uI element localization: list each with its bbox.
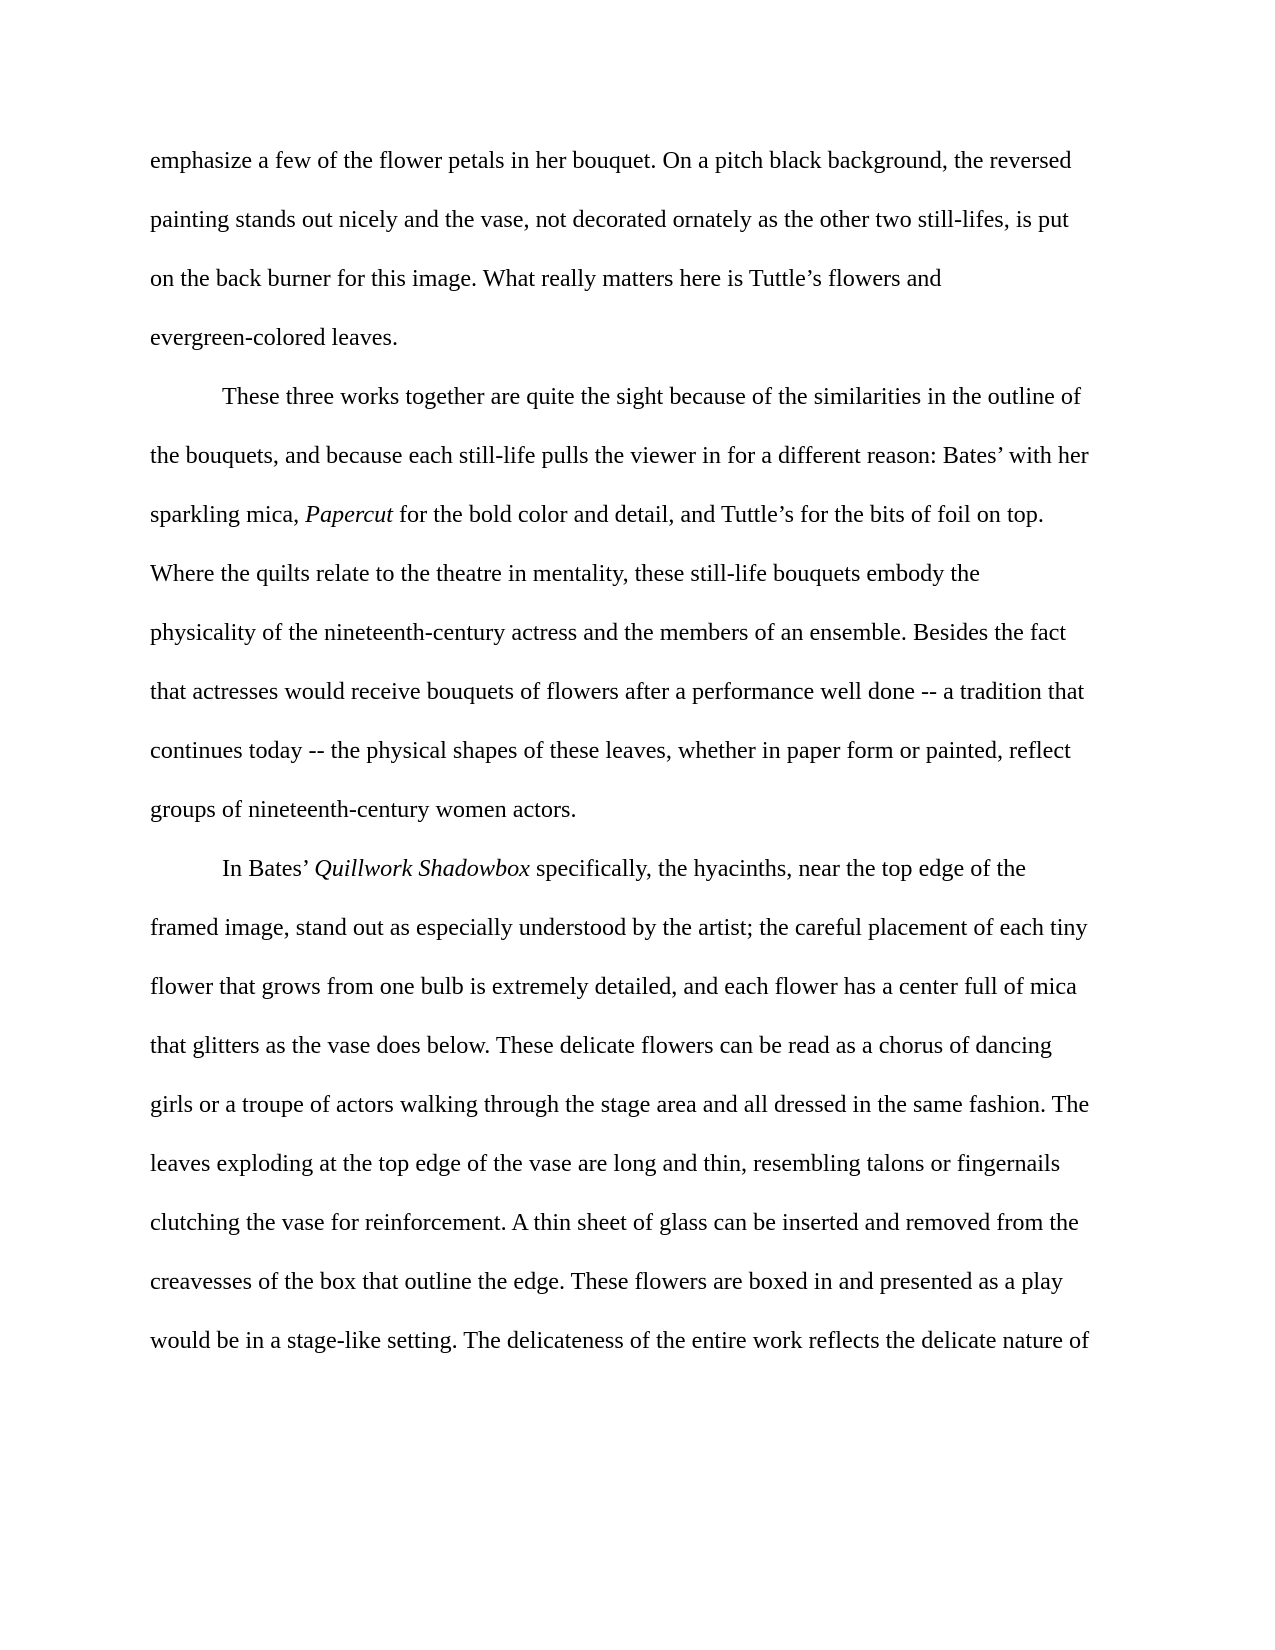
- text-line: [150, 793, 1130, 852]
- text-segment: leaves exploding at the top edge of the vase are long and thin, resembling talons or fingernails: [150, 1150, 1061, 1177]
- text-line: [150, 911, 1130, 970]
- text-segment: would be in a stage-like setting. The delicateness of the entire work reflects the delicate nature of: [150, 1327, 1090, 1354]
- text-line: [150, 144, 1130, 203]
- text-line: [150, 1147, 1130, 1206]
- text-line: [150, 1324, 1130, 1383]
- text-segment: flower that grows from one bulb is extremely detailed, and each flower has a center full of mica: [150, 973, 1077, 1000]
- text-segment: that glitters as the vase does below. These delicate flowers can be read as a chorus of dancing: [150, 1032, 1052, 1059]
- text-segment: for the bold color and detail, and Tuttle’s for the bits of foil on top.: [392, 501, 1044, 528]
- text-segment: Where the quilts relate to the theatre in mentality, these still-life bouquets embody the: [150, 560, 980, 587]
- text-segment: physicality of the nineteenth-century actress and the members of an ensemble. Besides the fact: [150, 619, 1067, 646]
- body-text: [150, 144, 1130, 1383]
- text-segment: clutching the vase for reinforcement. A thin sheet of glass can be inserted and removed from the: [150, 1209, 1079, 1236]
- text-segment: girls or a troupe of actors walking through the stage area and all dressed in the same fashion. The: [150, 1091, 1090, 1118]
- text-line: [150, 1029, 1130, 1088]
- text-segment: These three works together are quite the sight because of the similarities in the outline of: [222, 383, 1082, 410]
- text-segment: specifically, the hyacinths, near the top edge of the: [529, 855, 1027, 882]
- text-segment: continues today -- the physical shapes of these leaves, whether in paper form or painted, reflect: [150, 737, 1071, 764]
- text-line: [150, 203, 1130, 262]
- paragraph-first-line: [150, 380, 1130, 439]
- text-segment: that actresses would receive bouquets of flowers after a performance well done -- a tradition that: [150, 678, 1085, 705]
- text-segment: In Bates’: [222, 855, 315, 882]
- text-line: [150, 557, 1130, 616]
- text-line: [150, 262, 1130, 321]
- text-line: [150, 1265, 1130, 1324]
- text-segment: painting stands out nicely and the vase, not decorated ornately as the other two still-lifes, is put: [150, 206, 1069, 233]
- text-segment: groups of nineteenth-century women actors.: [150, 796, 577, 823]
- text-line: [150, 321, 1130, 380]
- text-segment: on the back burner for this image. What really matters here is Tuttle’s flowers and: [150, 265, 942, 292]
- text-line: [150, 734, 1130, 793]
- text-line: [150, 675, 1130, 734]
- paragraph-first-line: [150, 852, 1130, 911]
- text-segment: emphasize a few of the flower petals in her bouquet. On a pitch black background, the reversed: [150, 147, 1072, 174]
- italic-title: Quillwork Shadowbox: [314, 855, 530, 882]
- text-line: [150, 616, 1130, 675]
- text-line: [150, 439, 1130, 498]
- text-segment: sparkling mica,: [150, 501, 306, 528]
- text-line: [150, 970, 1130, 1029]
- text-line: [150, 1206, 1130, 1265]
- text-segment: evergreen-colored leaves.: [150, 324, 399, 351]
- text-line: [150, 1088, 1130, 1147]
- text-segment: creavesses of the box that outline the edge. These flowers are boxed in and presented as a play: [150, 1268, 1063, 1295]
- text-segment: framed image, stand out as especially understood by the artist; the careful placement of each tiny: [150, 914, 1088, 941]
- italic-title: Papercut: [305, 501, 393, 528]
- text-line: [150, 498, 1130, 557]
- text-segment: the bouquets, and because each still-life pulls the viewer in for a different reason: Bates’ with her: [150, 442, 1089, 469]
